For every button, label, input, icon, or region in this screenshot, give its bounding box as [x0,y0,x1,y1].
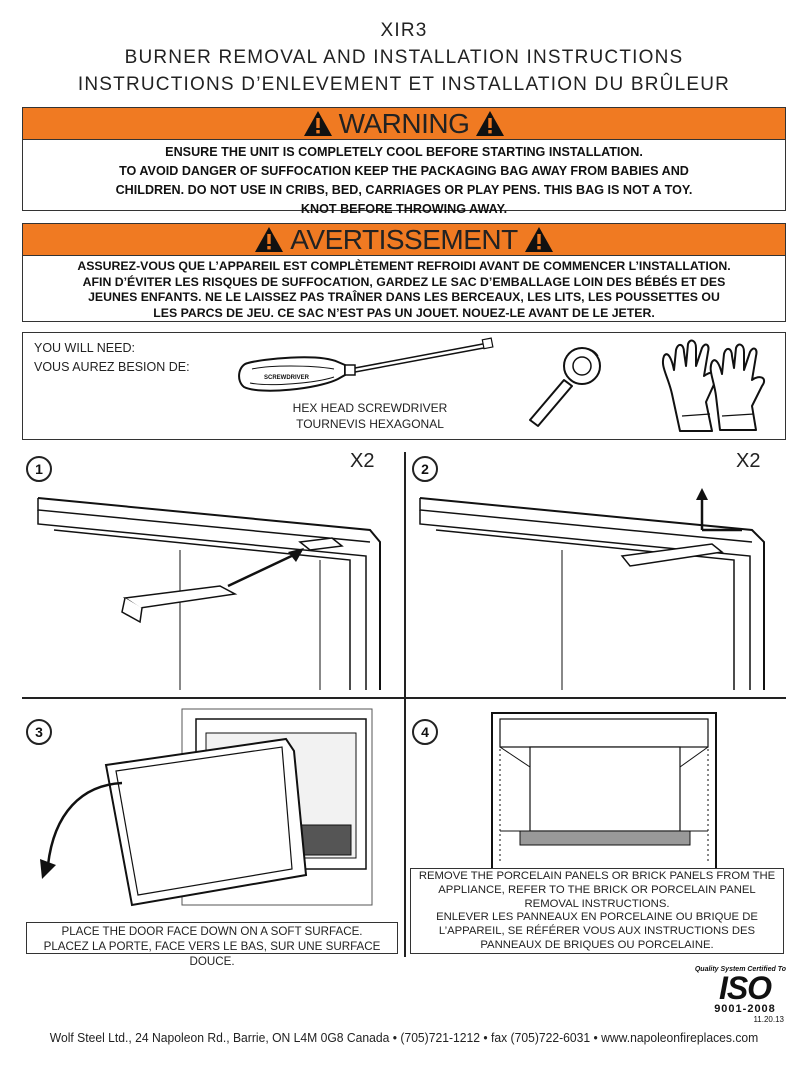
avertissement-line: JEUNES ENFANTS. NE LE LAISSEZ PAS TRAÎNER DANS LES BERCEAUX, LES LITS, LES POUSSETTES OU [88,290,720,304]
caption-line: REMOVE THE PORCELAIN PANELS OR BRICK PANELS FROM THE [418,870,776,882]
caption-line: PANNEAUX DE BRIQUES OU PORCELAINE. [480,938,714,951]
avertissement-label: AVERTISSEMENT [290,223,518,255]
caption-line: L’APPAREIL, SE RÉFÉRER VOUS AUX INSTRUCTIONS DES [438,925,756,938]
step-number: 1 [26,456,52,482]
step2-illustration [412,486,782,690]
step-number: 3 [26,719,52,745]
warning-line: CHILDREN. DO NOT USE IN CRIBS, BED, CARRIAGES OR PLAY PENS. THIS BAG IS NOT A TOY. [115,183,693,197]
step1-illustration [30,490,390,690]
warning-icon [524,226,554,253]
warning-line: TO AVOID DANGER OF SUFFOCATION KEEP THE PACKAGING BAG AWAY FROM BABIES AND [119,164,689,178]
footer-contact: Wolf Steel Ltd., 24 Napoleon Rd., Barrie, ON L4M 0G8 Canada • (705)721-1212 • fax (705)722-6031 • www.napoleonfireplaces.com [49,1030,759,1045]
vertical-divider [404,452,406,957]
warning-icon [254,226,284,253]
document-date: 11.20.13 [753,1015,784,1024]
warning-icon [475,110,505,137]
warning-line: ENSURE THE UNIT IS COMPLETELY COOL BEFORE STARTING INSTALLATION. [165,145,643,159]
warning-banner [22,107,786,140]
step-number: 2 [412,456,438,482]
warning-line: KNOT BEFORE THROWING AWAY. [300,202,508,216]
iso-logo: ISO [718,970,772,1006]
step3-illustration [36,705,398,925]
warning-text-box [22,140,786,216]
avertissement-text-box [22,256,786,322]
step-number: 4 [412,719,438,745]
step-multiplier: X2 [350,450,375,472]
avertissement-line: LES PARCS DE JEU. CE SAC N’EST PAS UN JOUET. NOUEZ-LE AVANT DE LE JETER. [153,305,655,320]
socket-wrench-illustration [520,340,610,430]
step-multiplier: X2 [736,450,761,472]
caption-line: REMOVAL INSTRUCTIONS. [524,897,670,910]
iso-standard: 9001-2008 [714,1003,776,1015]
horizontal-divider [22,697,786,699]
gloves-illustration [650,336,770,436]
caption-line: PLACEZ LA PORTE, FACE VERS LE BAS, SUR UNE SURFACE DOUCE. [43,940,381,968]
avertissement-banner [22,223,786,256]
iso-tagline: Quality System Certified To [694,966,786,973]
warning-label: WARNING [338,107,470,139]
avertissement-line: ASSUREZ-VOUS QUE L’APPAREIL EST COMPLÈTEMENT REFROIDI AVANT DE COMMENCER L’INSTALLATION. [77,259,731,273]
screwdriver-en: HEX HEAD SCREWDRIVER [292,401,448,415]
page-title-en: BURNER REMOVAL AND INSTALLATION INSTRUCTIONS [124,47,684,68]
model-title: XIR3 [380,20,428,41]
page-title-fr: INSTRUCTIONS D’ENLEVEMENT ET INSTALLATION DU BRÛLEUR [77,74,731,95]
caption-line: APPLIANCE, REFER TO THE BRICK OR PORCELAIN PANEL [438,883,756,896]
screwdriver-fr: TOURNEVIS HEXAGONAL [296,417,444,431]
screwdriver-caption [260,400,480,432]
step4-caption [410,868,784,954]
need-en: YOU WILL NEED: [34,341,135,355]
need-fr: VOUS AUREZ BESION DE: [34,360,190,374]
caption-line: PLACE THE DOOR FACE DOWN ON A SOFT SURFACE. [61,925,363,938]
caption-line: ENLEVER LES PANNEAUX EN PORCELAINE OU BRIQUE DE [436,911,758,924]
avertissement-line: AFIN D’ÉVITER LES RISQUES DE SUFFOCATION, GARDEZ LE SAC D’EMBALLAGE LOIN DES BÉBÉS ET DES [82,274,726,289]
step4-illustration [490,711,720,871]
screwdriver-brand: SCREWDRIVER [264,375,310,381]
warning-icon [303,110,333,137]
step3-caption [26,922,398,968]
screwdriver-illustration [230,335,500,405]
